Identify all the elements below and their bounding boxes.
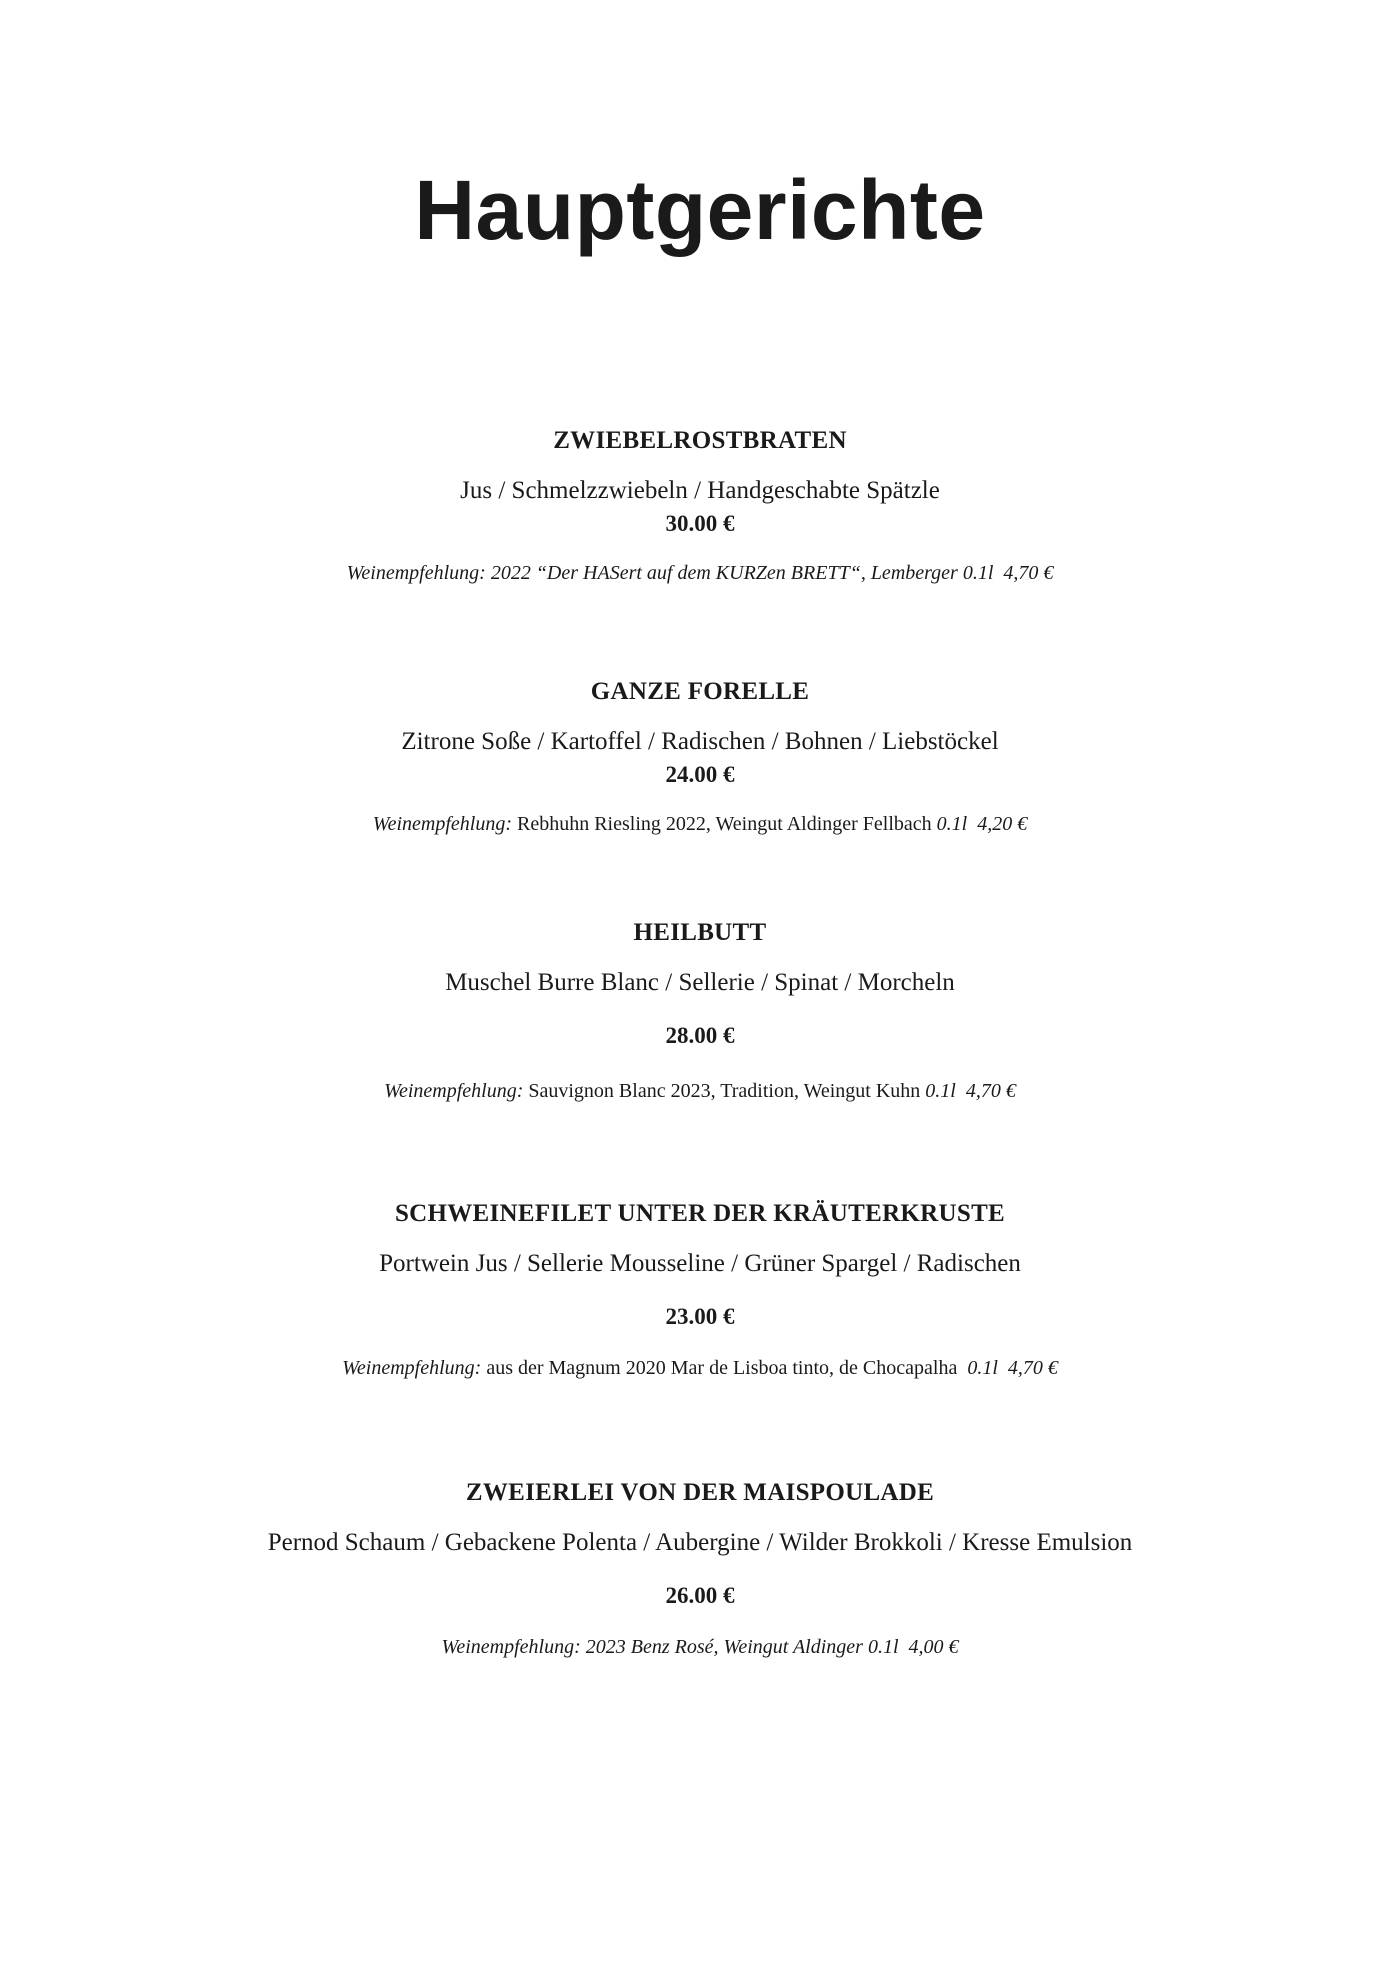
wine-volume: 0.1l xyxy=(936,813,968,835)
wine-price: 4,70 € xyxy=(1003,562,1054,584)
wine-label: Weinempfehlung: xyxy=(342,1357,482,1379)
dish-description: Zitrone Soße / Kartoffel / Radischen / Bohnen / Liebstöckel xyxy=(401,728,999,755)
dish-price: 24.00 € xyxy=(665,762,735,787)
wine-label: Weinempfehlung: xyxy=(372,813,512,835)
dish-name: ZWIEBELROSTBRATEN xyxy=(553,427,847,454)
wine-name: Sauvignon Blanc 2023, Tradition, Weingut Kuhn xyxy=(528,1080,921,1102)
dish-description: Portwein Jus / Sellerie Mousseline / Grüner Spargel / Radischen xyxy=(379,1250,1021,1277)
wine-recommendation xyxy=(0,1634,1400,1660)
wine-volume: 0.1l xyxy=(867,1636,899,1658)
page-title: Hauptgerichte xyxy=(414,163,986,257)
wine-price: 4,70 € xyxy=(1007,1357,1058,1379)
wine-volume: 0.1l xyxy=(967,1357,998,1379)
dish-price: 28.00 € xyxy=(665,1023,735,1048)
wine-volume: 0.1l xyxy=(925,1080,956,1102)
wine-recommendation xyxy=(0,1355,1400,1381)
dish-name: SCHWEINEFILET UNTER DER KRÄUTERKRUSTE xyxy=(394,1200,1006,1227)
menu-item-schweinefilet xyxy=(0,1199,1400,1381)
menu-item-maispoulade xyxy=(0,1478,1400,1660)
wine-price: 4,20 € xyxy=(977,813,1028,835)
dish-price: 23.00 € xyxy=(665,1304,735,1329)
dish-price: 26.00 € xyxy=(665,1583,735,1608)
wine-name: 2023 Benz Rosé, Weingut Aldinger xyxy=(585,1636,863,1658)
wine-label: Weinempfehlung: xyxy=(346,562,486,584)
wine-name: aus der Magnum 2020 Mar de Lisboa tinto, de Chocapalha xyxy=(486,1357,958,1379)
wine-price: 4,00 € xyxy=(908,1636,959,1658)
wine-label: Weinempfehlung: xyxy=(384,1080,524,1102)
wine-recommendation xyxy=(0,560,1400,586)
wine-label: Weinempfehlung: xyxy=(441,1636,581,1658)
menu-item-heilbutt xyxy=(0,918,1400,1104)
wine-name: Rebhuhn Riesling 2022, Weingut Aldinger Fellbach xyxy=(517,813,932,835)
dish-description: Muschel Burre Blanc / Sellerie / Spinat / Morcheln xyxy=(445,969,955,996)
menu-item-zwiebelrostbraten xyxy=(0,426,1400,586)
menu-item-ganze-forelle xyxy=(0,677,1400,837)
dish-price: 30.00 € xyxy=(665,511,735,536)
dish-name: HEILBUTT xyxy=(633,919,767,946)
wine-volume: 0.1l xyxy=(962,562,994,584)
dish-name: GANZE FORELLE xyxy=(590,678,810,705)
wine-price: 4,70 € xyxy=(965,1080,1016,1102)
wine-recommendation xyxy=(0,811,1400,837)
wine-recommendation xyxy=(0,1078,1400,1104)
dish-description: Jus / Schmelzzwiebeln / Handgeschabte Spätzle xyxy=(460,477,940,504)
dish-name: ZWEIERLEI VON DER MAISPOULADE xyxy=(465,1479,935,1506)
wine-name: 2022 “Der HASert auf dem KURZen BRETT“, Lemberger xyxy=(490,562,958,584)
dish-description: Pernod Schaum / Gebackene Polenta / Aubergine / Wilder Brokkoli / Kresse Emulsion xyxy=(267,1529,1133,1556)
